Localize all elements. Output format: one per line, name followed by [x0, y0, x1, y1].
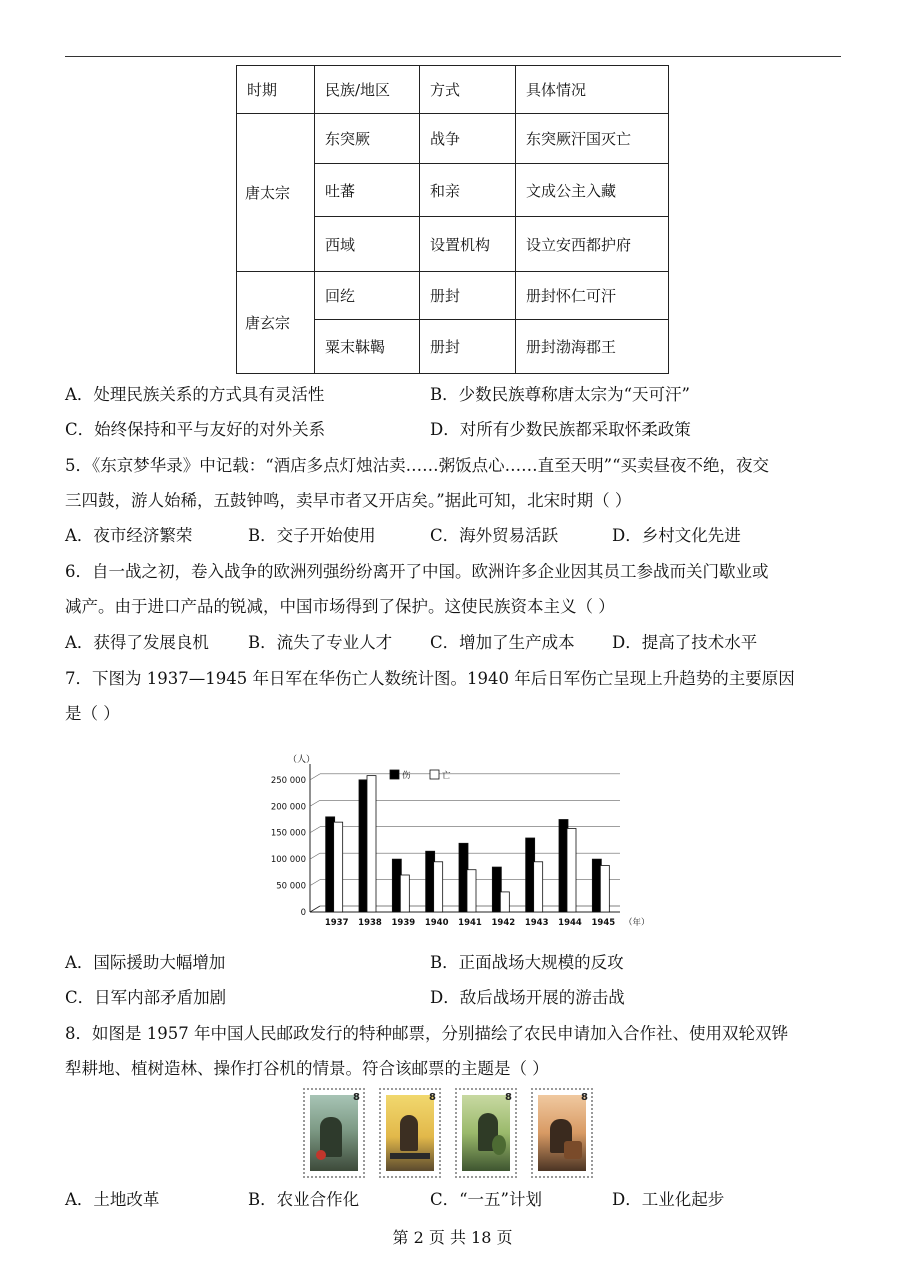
- legend-swatch: [430, 770, 439, 779]
- detail-cell: 设立安西都护府: [516, 217, 669, 272]
- region-cell: 西域: [315, 217, 420, 272]
- x-tick-label: 1941: [458, 918, 482, 928]
- q5-stem-line1: 5．《东京梦华录》中记载：“酒店多点灯烛沽卖……粥饭点心……直至天明”“买卖昼夜不绝，夜交: [65, 456, 770, 475]
- q8-option-a[interactable]: A．土地改革: [65, 1190, 160, 1209]
- q6-stem-line1: 6．自一战之初，卷入战争的欧洲列强纷纷离开了中国。欧洲许多企业因其员工参战而关门歇业或: [65, 562, 769, 581]
- stamp-set: [303, 1088, 593, 1178]
- q6-stem-line2: 减产。由于进口产品的锐减，中国市场得到了保护。这使民族资本主义（ ）: [65, 597, 615, 616]
- x-axis-unit: （年）: [624, 918, 650, 928]
- period-cell: 唐太宗: [237, 114, 315, 272]
- grid-line: [310, 774, 320, 780]
- stamp-value: 8: [581, 1092, 588, 1103]
- detail-cell: 册封怀仁可汗: [516, 272, 669, 320]
- detail-cell: 东突厥汗国灭亡: [516, 114, 669, 164]
- q6-option-a[interactable]: A．获得了发展良机: [65, 633, 209, 652]
- x-tick-label: 1943: [524, 918, 549, 928]
- x-tick-label: 1940: [424, 918, 449, 928]
- x-tick-label: 1945: [591, 918, 616, 928]
- y-tick-label: 50 000: [276, 881, 306, 892]
- x-tick-label: 1944: [558, 918, 582, 928]
- axis-depth: [310, 906, 320, 912]
- method-cell: 设置机构: [420, 217, 516, 272]
- bar-亡-1937: [334, 822, 343, 912]
- bar-亡-1938: [367, 776, 376, 912]
- q8-stem-line2: 犁耕地、植树造林、操作打谷机的情景。符合该邮票的主题是（ ）: [65, 1059, 549, 1078]
- x-tick-label: 1942: [491, 918, 516, 928]
- bar-亡-1942: [500, 892, 509, 912]
- stamp-cooperative-application: [303, 1088, 365, 1178]
- bar-亡-1939: [400, 875, 409, 912]
- q4-option-c[interactable]: C．始终保持和平与友好的对外关系: [65, 420, 326, 439]
- x-tick-label: 1937: [324, 918, 349, 928]
- q5-option-b[interactable]: B．交子开始使用: [248, 526, 376, 545]
- region-cell: 粟末靺鞨: [315, 320, 420, 374]
- stamp-plowing: [379, 1088, 441, 1178]
- q6-option-b[interactable]: B．流失了专业人才: [248, 633, 393, 652]
- legend-label: 亡: [442, 771, 451, 781]
- casualty-bar-chart: [270, 750, 650, 930]
- q4-option-b[interactable]: B．少数民族尊称唐太宗为“天可汗”: [430, 385, 690, 404]
- y-axis-unit: （人）: [288, 755, 316, 765]
- stamp-threshing: [531, 1088, 593, 1178]
- table-header: 时期: [237, 66, 315, 114]
- bar-亡-1940: [434, 862, 443, 912]
- grid-line: [310, 880, 320, 886]
- tang-ethnic-policy-table: [236, 65, 669, 374]
- y-tick-label: 0: [300, 908, 306, 918]
- y-tick-label: 250 000: [270, 775, 306, 786]
- method-cell: 册封: [420, 320, 516, 374]
- q5-option-d[interactable]: D．乡村文化先进: [612, 526, 741, 545]
- period-cell: 唐玄宗: [237, 272, 315, 374]
- q7-stem-line1: 7．下图为 1937—1945 年日军在华伤亡人数统计图。1940 年后日军伤亡呈现上升趋势的主要原因: [65, 669, 795, 688]
- detail-cell: 文成公主入藏: [516, 164, 669, 217]
- q7-option-a[interactable]: A．国际援助大幅增加: [65, 953, 226, 972]
- grid-line: [310, 853, 320, 859]
- stamp-value: 8: [505, 1092, 512, 1103]
- region-cell: 东突厥: [315, 114, 420, 164]
- header-rule: [65, 56, 841, 57]
- q5-stem-line2: 三四鼓，游人始稀，五鼓钟鸣，卖早市者又开店矣。”据此可知，北宋时期（ ）: [65, 491, 632, 510]
- method-cell: 战争: [420, 114, 516, 164]
- q8-option-b[interactable]: B．农业合作化: [248, 1190, 360, 1209]
- bar-亡-1944: [567, 828, 576, 912]
- q6-option-d[interactable]: D．提高了技术水平: [612, 633, 758, 652]
- table-row: [237, 114, 669, 164]
- table-row: [237, 272, 669, 320]
- q8-stem-line1: 8．如图是 1957 年中国人民邮政发行的特种邮票，分别描绘了农民申请加入合作社、使用双轮双铧: [65, 1024, 788, 1043]
- table-header: 具体情况: [516, 66, 669, 114]
- table-header: 民族/地区: [315, 66, 420, 114]
- detail-cell: 册封渤海郡王: [516, 320, 669, 374]
- method-cell: 和亲: [420, 164, 516, 217]
- bar-亡-1945: [600, 865, 609, 912]
- q5-option-c[interactable]: C．海外贸易活跃: [430, 526, 559, 545]
- q4-option-d[interactable]: D．对所有少数民族都采取怀柔政策: [430, 420, 691, 439]
- stamp-afforestation: [455, 1088, 517, 1178]
- x-tick-label: 1939: [391, 918, 416, 928]
- q7-stem-line2: 是（ ）: [65, 704, 120, 723]
- legend-label: 伤: [402, 771, 411, 781]
- q7-option-d[interactable]: D．敌后战场开展的游击战: [430, 988, 625, 1007]
- q8-option-c[interactable]: C．“一五”计划: [430, 1190, 542, 1209]
- q6-option-c[interactable]: C．增加了生产成本: [430, 633, 575, 652]
- y-tick-label: 200 000: [270, 802, 306, 813]
- q7-option-b[interactable]: B．正面战场大规模的反攻: [430, 953, 624, 972]
- q5-option-a[interactable]: A．夜市经济繁荣: [65, 526, 193, 545]
- stamp-value: 8: [429, 1092, 436, 1103]
- method-cell: 册封: [420, 272, 516, 320]
- region-cell: 回纥: [315, 272, 420, 320]
- grid-line: [310, 800, 320, 806]
- table-header: 方式: [420, 66, 516, 114]
- bar-亡-1941: [467, 870, 476, 912]
- q7-option-c[interactable]: C．日军内部矛盾加剧: [65, 988, 227, 1007]
- page-footer: 第 2 页 共 18 页: [392, 1228, 513, 1247]
- stamp-value: 8: [353, 1092, 360, 1103]
- bar-亡-1943: [534, 862, 543, 912]
- q8-option-d[interactable]: D．工业化起步: [612, 1190, 725, 1209]
- region-cell: 吐蕃: [315, 164, 420, 217]
- grid-line: [310, 827, 320, 833]
- legend-swatch: [390, 770, 399, 779]
- q4-option-a[interactable]: A．处理民族关系的方式具有灵活性: [65, 385, 325, 404]
- y-tick-label: 150 000: [270, 828, 306, 839]
- x-tick-label: 1938: [358, 918, 382, 928]
- y-tick-label: 100 000: [270, 855, 306, 866]
